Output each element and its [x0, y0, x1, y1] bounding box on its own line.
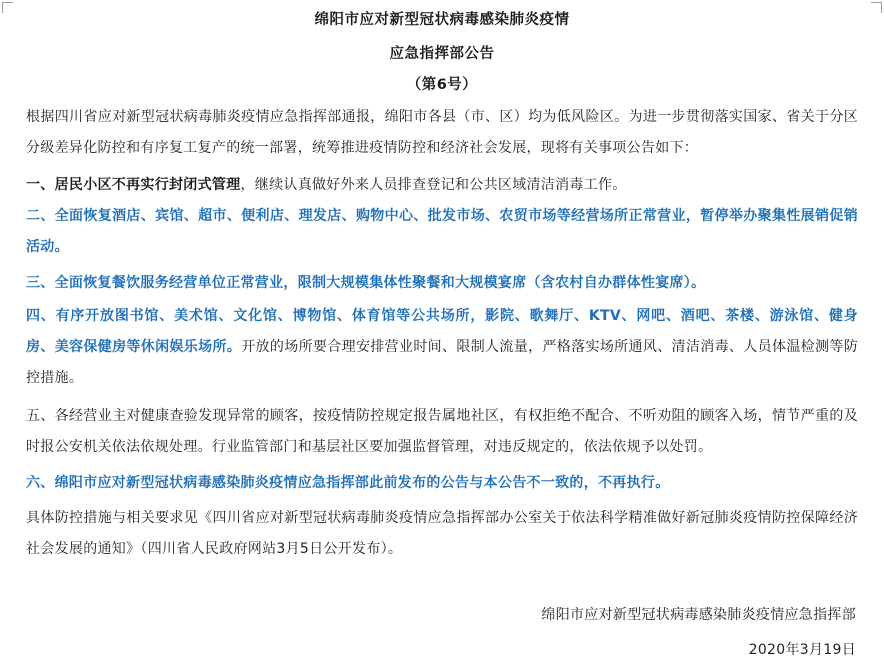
item-4-heading: 四、有序开放图书馆、美术馆、文化馆、博物馆、体育馆等公共场所，影院、歌舞厅、KTV、网吧、酒吧、茶楼、游泳馆、健身房、美容保健房等休闲娱乐场所。	[26, 308, 858, 355]
item-1	[26, 170, 858, 201]
item-4-text: 开放的场所要合理安排营业时间、限制人流量，严格落实场所通风、清洁消毒、人员体温检测等防控措施。	[26, 339, 858, 386]
announcement-title-line2: 应急指挥部公告	[389, 46, 495, 62]
item-4	[26, 301, 858, 394]
item-3: 三、全面恢复餐饮服务经营单位正常营业，限制大规模集体性聚餐和大规模宴席（含农村自办群体性宴席）。	[26, 275, 706, 291]
signature-date: 2020年3月19日	[748, 642, 856, 658]
announcement-title-line1: 绵阳市应对新型冠状病毒感染肺炎疫情	[314, 12, 570, 28]
intro-paragraph: 根据四川省应对新型冠状病毒肺炎疫情应急指挥部通报，绵阳市各县（市、区）均为低风险区。为进一步贯彻落实国家、省关于分区分级差异化防控和有序复工复产的统一部署，统筹推进疫情防控和经济社会发展，现将有关事项公告如下：	[26, 109, 858, 156]
closing-paragraph: 具体防控措施与相关要求见《四川省应对新型冠状病毒肺炎疫情应急指挥部办公室关于依法科学精准做好新冠肺炎疫情防控保障经济社会发展的通知》（四川省人民政府网站3月5日公开发布）。	[26, 510, 858, 557]
signature-org: 绵阳市应对新型冠状病毒感染肺炎疫情应急指挥部	[541, 607, 856, 623]
item-6: 六、绵阳市应对新型冠状病毒感染肺炎疫情应急指挥部此前发布的公告与本公告不一致的，不再执行。	[26, 475, 670, 491]
item-2: 二、全面恢复酒店、宾馆、超市、便利店、理发店、购物中心、批发市场、农贸市场等经营场所正常营业，暂停举办聚集性展销促销活动。	[26, 208, 858, 255]
announcement-number: （第6号）	[406, 77, 478, 93]
item-1-text: ，继续认真做好外来人员排查登记和公共区域清洁消毒工作。	[240, 177, 627, 193]
item-1-heading: 一、居民小区不再实行封闭式管理	[26, 177, 241, 193]
item-5: 五、各经营业主对健康查验发现异常的顾客，按疫情防控规定报告属地社区，有权拒绝不配合、不听劝阻的顾客入场，情节严重的及时报公安机关依法依规处理。行业监管部门和基层社区要加强监督管理，对违反规定的，依法依规予以处罚。	[26, 408, 858, 455]
